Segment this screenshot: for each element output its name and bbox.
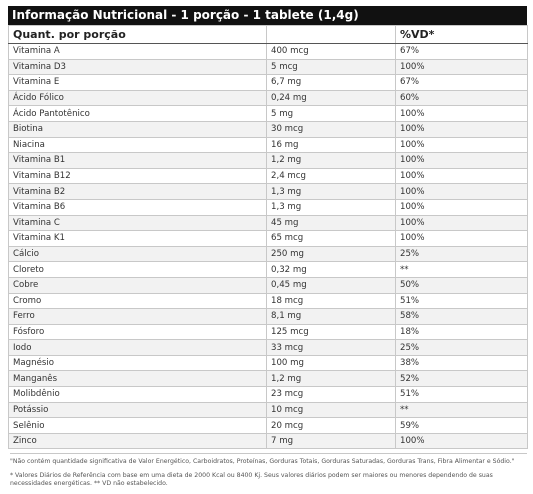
- nutrient-name: Ferro: [9, 309, 267, 325]
- nutrient-amount: 0,24 mg: [267, 90, 396, 106]
- table-row: [9, 309, 528, 325]
- table-row: [9, 371, 528, 387]
- table-row: [9, 199, 528, 215]
- nutrient-name: Niacina: [9, 137, 267, 153]
- nutrient-dv: 51%: [396, 387, 528, 403]
- nutrient-dv: 18%: [396, 324, 528, 340]
- nutrient-dv: 100%: [396, 121, 528, 137]
- nutrient-name: Cloreto: [9, 262, 267, 278]
- header-amount: [267, 26, 396, 44]
- nutrient-amount: 125 mcg: [267, 324, 396, 340]
- table-row: [9, 44, 528, 60]
- table-row: [9, 137, 528, 153]
- table-row: [9, 293, 528, 309]
- nutrient-amount: 0,32 mg: [267, 262, 396, 278]
- nutrient-amount: 1,3 mg: [267, 184, 396, 200]
- table-row: [9, 168, 528, 184]
- nutrient-amount: 23 mcg: [267, 387, 396, 403]
- nutrient-dv: 100%: [396, 153, 528, 169]
- nutrient-dv: 100%: [396, 59, 528, 75]
- nutrient-name: Cobre: [9, 277, 267, 293]
- table-row: [9, 215, 528, 231]
- nutrient-dv: 67%: [396, 44, 528, 60]
- nutrient-amount: 10 mcg: [267, 402, 396, 418]
- table-row: [9, 277, 528, 293]
- nutrient-amount: 6,7 mg: [267, 75, 396, 91]
- nutrient-dv: 58%: [396, 309, 528, 325]
- table-row: [9, 324, 528, 340]
- nutrient-name: Vitamina B2: [9, 184, 267, 200]
- table-row: [9, 246, 528, 262]
- nutrient-name: Cálcio: [9, 246, 267, 262]
- nutrient-amount: 100 mg: [267, 355, 396, 371]
- nutrient-amount: 8,1 mg: [267, 309, 396, 325]
- table-row: [9, 402, 528, 418]
- nutrient-amount: 5 mcg: [267, 59, 396, 75]
- nutrient-amount: 1,2 mg: [267, 371, 396, 387]
- nutrient-amount: 33 mcg: [267, 340, 396, 356]
- nutrient-dv: 38%: [396, 355, 528, 371]
- table-row: [9, 106, 528, 122]
- nutrition-title: Informação Nutricional - 1 porção - 1 tablete (1,4g): [8, 6, 527, 25]
- nutrient-amount: 45 mg: [267, 215, 396, 231]
- nutrient-dv: 25%: [396, 340, 528, 356]
- nutrient-dv: 100%: [396, 184, 528, 200]
- nutrient-dv: 50%: [396, 277, 528, 293]
- nutrient-name: Magnésio: [9, 355, 267, 371]
- nutrient-name: Ácido Fólico: [9, 90, 267, 106]
- nutrient-name: Vitamina K1: [9, 231, 267, 247]
- nutrient-amount: 1,3 mg: [267, 199, 396, 215]
- nutrient-amount: 400 mcg: [267, 44, 396, 60]
- nutrient-name: Potássio: [9, 402, 267, 418]
- table-row: [9, 59, 528, 75]
- nutrient-name: Molibdênio: [9, 387, 267, 403]
- nutrient-name: Iodo: [9, 340, 267, 356]
- nutrient-name: Biotina: [9, 121, 267, 137]
- nutrient-name: Vitamina B6: [9, 199, 267, 215]
- nutrient-name: Vitamina C: [9, 215, 267, 231]
- nutrient-dv: 52%: [396, 371, 528, 387]
- nutrient-amount: 16 mg: [267, 137, 396, 153]
- nutrient-name: Fósforo: [9, 324, 267, 340]
- table-row: [9, 153, 528, 169]
- nutrient-amount: 250 mg: [267, 246, 396, 262]
- nutrient-dv: 100%: [396, 215, 528, 231]
- table-header-row: [9, 26, 528, 44]
- nutrient-name: Manganês: [9, 371, 267, 387]
- nutrient-name: Vitamina B12: [9, 168, 267, 184]
- nutrient-dv: 100%: [396, 137, 528, 153]
- nutrient-amount: 65 mcg: [267, 231, 396, 247]
- nutrient-dv: **: [396, 262, 528, 278]
- table-row: [9, 262, 528, 278]
- nutrient-name: Cromo: [9, 293, 267, 309]
- nutrient-dv: 59%: [396, 418, 528, 434]
- table-row: [9, 340, 528, 356]
- table-row: [9, 75, 528, 91]
- nutrient-name: Selênio: [9, 418, 267, 434]
- nutrient-name: Vitamina B1: [9, 153, 267, 169]
- header-nutrient: Quant. por porção: [9, 26, 267, 44]
- header-dv: %VD*: [396, 26, 528, 44]
- nutrition-facts-panel: [8, 6, 527, 494]
- nutrient-dv: 100%: [396, 106, 528, 122]
- nutrient-amount: 30 mcg: [267, 121, 396, 137]
- table-row: [9, 90, 528, 106]
- table-row: [9, 355, 528, 371]
- nutrient-amount: 18 mcg: [267, 293, 396, 309]
- table-row: [9, 184, 528, 200]
- nutrient-name: Ácido Pantotênico: [9, 106, 267, 122]
- footnote-daily-values: * Valores Diários de Referência com base em uma dieta de 2000 Kcal ou 8400 Kj. Seus valores diários podem ser maiores ou menores dependendo de suas necessidades energéticas. ** VD não estabelecido.: [10, 471, 493, 488]
- nutrient-dv: 60%: [396, 90, 528, 106]
- table-row: [9, 433, 528, 449]
- nutrient-dv: **: [396, 402, 528, 418]
- nutrient-name: Vitamina E: [9, 75, 267, 91]
- nutrient-amount: 7 mg: [267, 433, 396, 449]
- table-row: [9, 231, 528, 247]
- nutrient-amount: 2,4 mcg: [267, 168, 396, 184]
- table-row: [9, 121, 528, 137]
- nutrient-dv: 100%: [396, 433, 528, 449]
- table-row: [9, 387, 528, 403]
- nutrient-dv: 100%: [396, 231, 528, 247]
- footnotes: [8, 453, 527, 488]
- nutrient-name: Zinco: [9, 433, 267, 449]
- nutrient-dv: 100%: [396, 199, 528, 215]
- nutrient-dv: 25%: [396, 246, 528, 262]
- nutrient-amount: 0,45 mg: [267, 277, 396, 293]
- table-row: [9, 418, 528, 434]
- nutrient-amount: 5 mg: [267, 106, 396, 122]
- nutrient-dv: 51%: [396, 293, 528, 309]
- footnote-not-significant: "Não contém quantidade significativa de Valor Energético, Carboidratos, Proteínas, Gorduras Totais, Gorduras Saturadas, Gorduras Trans, Fibra Alimentar e Sódio.": [10, 458, 515, 466]
- nutrient-amount: 1,2 mg: [267, 153, 396, 169]
- nutrient-dv: 67%: [396, 75, 528, 91]
- nutrient-name: Vitamina D3: [9, 59, 267, 75]
- nutrient-amount: 20 mcg: [267, 418, 396, 434]
- nutrition-table: [8, 25, 528, 449]
- nutrient-dv: 100%: [396, 168, 528, 184]
- nutrient-name: Vitamina A: [9, 44, 267, 60]
